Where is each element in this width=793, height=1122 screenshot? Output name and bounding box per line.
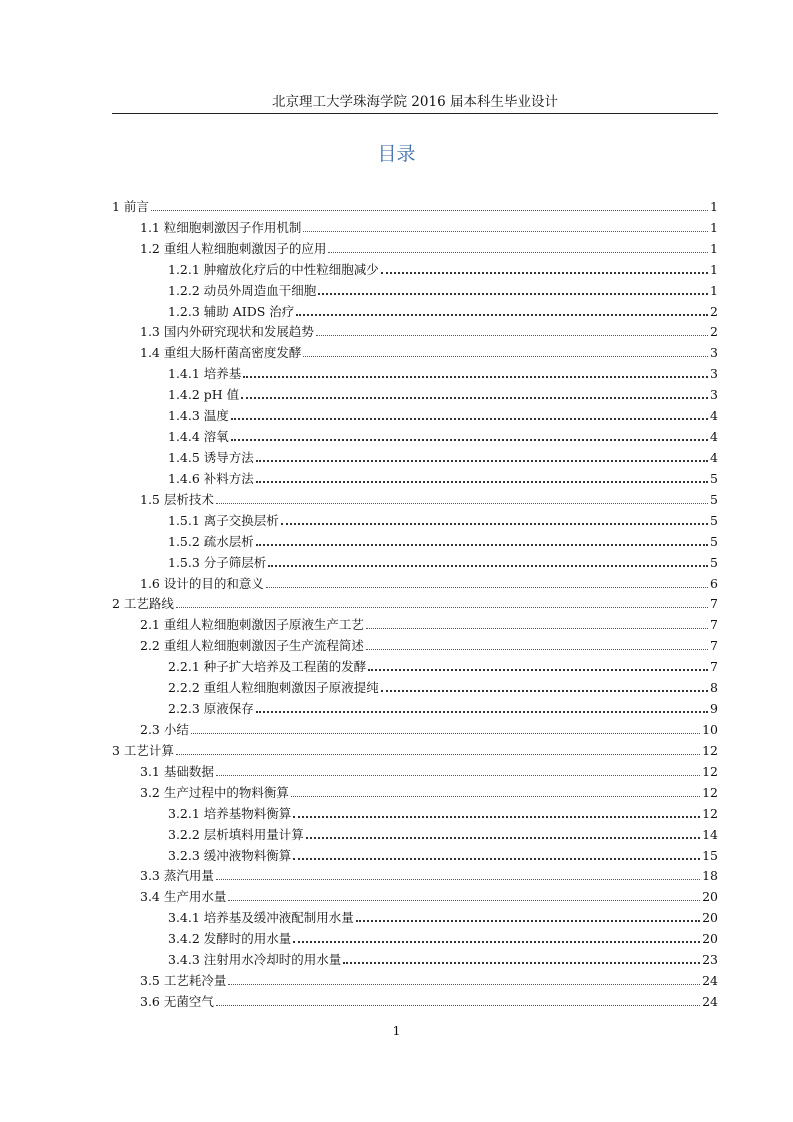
- toc-dot-leader: [381, 272, 708, 274]
- toc-dot-leader: [366, 628, 708, 629]
- toc-entry[interactable]: [112, 674, 718, 695]
- toc-entry[interactable]: [112, 925, 718, 946]
- toc-entry-page: 12: [702, 742, 718, 758]
- toc-entry[interactable]: [112, 653, 718, 674]
- toc-entry[interactable]: [112, 360, 718, 381]
- toc-dot-leader: [228, 900, 700, 901]
- toc-dot-leader: [291, 796, 700, 797]
- toc-dot-leader: [303, 231, 708, 232]
- toc-entry-page: 7: [710, 596, 718, 612]
- toc-entry[interactable]: [112, 883, 718, 904]
- toc-dot-leader: [318, 293, 708, 295]
- toc-entry-page: 15: [702, 847, 718, 863]
- toc-dot-leader: [368, 669, 708, 671]
- toc-dot-leader: [266, 587, 708, 588]
- toc-entry[interactable]: [112, 988, 718, 1009]
- toc-entry-label: 2.1 重组人粒细胞刺激因子原液生产工艺: [140, 617, 364, 633]
- toc-entry[interactable]: [112, 632, 718, 653]
- toc-entry-page: 4: [710, 449, 718, 465]
- toc-dot-leader: [343, 962, 700, 964]
- toc-entry-label: 1.4.1 培养基: [168, 366, 242, 382]
- toc-entry[interactable]: [112, 758, 718, 779]
- toc-entry-page: 7: [710, 617, 718, 633]
- toc-entry-page: 1: [710, 261, 718, 277]
- toc-dot-leader: [381, 690, 708, 692]
- toc-entry-label: 3 工艺计算: [112, 742, 174, 758]
- toc-entry-label: 1.4.4 溶氧: [168, 429, 229, 445]
- toc-entry[interactable]: [112, 319, 718, 340]
- toc-entry-label: 3.2 生产过程中的物料衡算: [140, 784, 289, 800]
- toc-entry-page: 7: [710, 638, 718, 654]
- toc-entry[interactable]: [112, 339, 718, 360]
- toc-entry-page: 1: [710, 240, 718, 256]
- toc-entry-label: 3.4.3 注射用水冷却时的用水量: [168, 952, 342, 968]
- toc-entry[interactable]: [112, 863, 718, 884]
- toc-entry-label: 1.2.2 动员外周造血干细胞: [168, 282, 317, 298]
- toc-entry-label: 3.2.1 培养基物料衡算: [168, 805, 292, 821]
- toc-dot-leader: [216, 775, 700, 776]
- toc-dot-leader: [231, 418, 708, 420]
- toc-entry-label: 2.2.3 原液保存: [168, 701, 254, 717]
- toc-dot-leader: [316, 335, 708, 336]
- toc-entry[interactable]: [112, 821, 718, 842]
- toc-entry-page: 3: [710, 345, 718, 361]
- toc-entry-label: 1.1 粒细胞刺激因子作用机制: [140, 219, 302, 235]
- toc-entry-page: 1: [710, 282, 718, 298]
- toc-entry-label: 3.1 基础数据: [140, 763, 214, 779]
- toc-entry-label: 1.3 国内外研究现状和发展趋势: [140, 324, 314, 340]
- toc-dot-leader: [303, 356, 708, 357]
- toc-entry-label: 3.4 生产用水量: [140, 889, 227, 905]
- toc-dot-leader: [241, 397, 708, 399]
- toc-dot-leader: [366, 649, 708, 650]
- toc-entry-label: 2 工艺路线: [112, 596, 174, 612]
- toc-dot-leader: [281, 523, 708, 525]
- toc-entry-page: 24: [702, 973, 718, 989]
- toc-entry-page: 5: [710, 470, 718, 486]
- toc-entry[interactable]: [112, 214, 718, 235]
- toc-entry-page: 10: [702, 721, 718, 737]
- toc-dot-leader: [328, 252, 708, 253]
- toc-entry-page: 12: [702, 805, 718, 821]
- toc-entry-label: 3.6 无菌空气: [140, 993, 214, 1009]
- toc-entry[interactable]: [112, 842, 718, 863]
- toc-entry-page: 24: [702, 993, 718, 1009]
- toc-entry-page: 20: [702, 931, 718, 947]
- toc-entry-label: 3.2.3 缓冲液物料衡算: [168, 847, 292, 863]
- toc-dot-leader: [293, 941, 700, 943]
- toc-entry[interactable]: [112, 591, 718, 612]
- toc-entry[interactable]: [112, 256, 718, 277]
- toc-entry-label: 1.4.2 pH 值: [168, 387, 240, 403]
- toc-entry-page: 4: [710, 429, 718, 445]
- toc-entry-page: 2: [710, 303, 718, 319]
- toc-entry[interactable]: [112, 444, 718, 465]
- toc-entry-page: 5: [710, 491, 718, 507]
- toc-dot-leader: [268, 565, 708, 567]
- toc-entry[interactable]: [112, 486, 718, 507]
- toc-dot-leader: [191, 733, 700, 734]
- page-title: 目录: [377, 143, 416, 165]
- toc-dot-leader: [256, 711, 708, 713]
- toc-entry-label: 3.4.1 培养基及缓冲液配制用水量: [168, 910, 354, 926]
- toc-entry-label: 1.5.3 分子筛层析: [168, 554, 267, 570]
- toc-entry-page: 20: [702, 889, 718, 905]
- toc-entry[interactable]: [112, 737, 718, 758]
- toc-entry-label: 3.4.2 发酵时的用水量: [168, 931, 292, 947]
- toc-entry-label: 2.2.2 重组人粒细胞刺激因子原液提纯: [168, 680, 379, 696]
- table-of-contents: [112, 193, 718, 1009]
- toc-entry-label: 1.4.5 诱导方法: [168, 449, 254, 465]
- toc-entry-page: 4: [710, 408, 718, 424]
- toc-entry[interactable]: [112, 967, 718, 988]
- toc-entry-label: 3.5 工艺耗冷量: [140, 973, 227, 989]
- toc-entry[interactable]: [112, 193, 718, 214]
- toc-entry-page: 9: [710, 701, 718, 717]
- toc-entry-page: 14: [702, 826, 718, 842]
- toc-dot-leader: [296, 314, 708, 316]
- toc-dot-leader: [228, 984, 700, 985]
- toc-entry[interactable]: [112, 235, 718, 256]
- toc-entry[interactable]: [112, 423, 718, 444]
- toc-entry[interactable]: [112, 507, 718, 528]
- toc-dot-leader: [293, 816, 700, 818]
- toc-entry-label: 1.2.3 辅助 AIDS 治疗: [168, 303, 295, 319]
- toc-entry[interactable]: [112, 277, 718, 298]
- toc-entry-label: 1.5.2 疏水层析: [168, 533, 254, 549]
- toc-entry-page: 5: [710, 533, 718, 549]
- toc-entry[interactable]: [112, 800, 718, 821]
- toc-entry-label: 2.3 小结: [140, 721, 189, 737]
- toc-dot-leader: [256, 481, 708, 483]
- toc-entry[interactable]: [112, 716, 718, 737]
- toc-entry-page: 12: [702, 763, 718, 779]
- toc-entry[interactable]: [112, 402, 718, 423]
- toc-entry-page: 7: [710, 659, 718, 675]
- toc-dot-leader: [243, 376, 708, 378]
- toc-entry[interactable]: [112, 695, 718, 716]
- toc-entry[interactable]: [112, 904, 718, 925]
- toc-entry-label: 1.5 层析技术: [140, 491, 214, 507]
- toc-entry[interactable]: [112, 298, 718, 319]
- toc-dot-leader: [151, 210, 708, 211]
- toc-dot-leader: [256, 460, 708, 462]
- running-header: 北京理工大学珠海学院 2016 届本科生毕业设计: [272, 94, 558, 110]
- toc-entry-label: 1.2 重组人粒细胞刺激因子的应用: [140, 240, 327, 256]
- toc-entry[interactable]: [112, 528, 718, 549]
- toc-entry[interactable]: [112, 611, 718, 632]
- toc-entry-page: 1: [710, 198, 718, 214]
- toc-entry-label: 1.4.6 补料方法: [168, 470, 254, 486]
- header-divider: [112, 113, 718, 114]
- toc-dot-leader: [356, 920, 700, 922]
- toc-entry[interactable]: [112, 779, 718, 800]
- toc-entry-label: 3.2.2 层析填料用量计算: [168, 826, 304, 842]
- toc-entry[interactable]: [112, 549, 718, 570]
- page-number: 1: [392, 1023, 401, 1038]
- toc-entry-page: 1: [710, 219, 718, 235]
- toc-entry-label: 1.6 设计的目的和意义: [140, 575, 264, 591]
- toc-entry-page: 20: [702, 910, 718, 926]
- toc-entry-page: 3: [710, 366, 718, 382]
- toc-entry-page: 8: [710, 680, 718, 696]
- toc-dot-leader: [306, 837, 700, 839]
- toc-entry-page: 6: [710, 575, 718, 591]
- toc-dot-leader: [216, 879, 700, 880]
- toc-dot-leader: [231, 439, 708, 441]
- toc-entry-page: 3: [710, 387, 718, 403]
- toc-entry-page: 12: [702, 784, 718, 800]
- toc-entry[interactable]: [112, 946, 718, 967]
- toc-dot-leader: [176, 754, 700, 755]
- toc-dot-leader: [256, 544, 708, 546]
- toc-entry-label: 1 前言: [112, 198, 149, 214]
- toc-dot-leader: [293, 858, 700, 860]
- toc-dot-leader: [216, 503, 708, 504]
- toc-entry-page: 5: [710, 512, 718, 528]
- toc-entry-label: 2.2 重组人粒细胞刺激因子生产流程简述: [140, 638, 364, 654]
- toc-entry-label: 2.2.1 种子扩大培养及工程菌的发酵: [168, 659, 367, 675]
- toc-entry-label: 1.5.1 离子交换层析: [168, 512, 279, 528]
- toc-dot-leader: [216, 1005, 700, 1006]
- toc-entry[interactable]: [112, 465, 718, 486]
- toc-entry-label: 1.2.1 肿瘤放化疗后的中性粒细胞减少: [168, 261, 379, 277]
- toc-entry-page: 18: [702, 868, 718, 884]
- toc-entry-page: 2: [710, 324, 718, 340]
- toc-entry-label: 1.4 重组大肠杆菌高密度发酵: [140, 345, 302, 361]
- toc-entry-page: 5: [710, 554, 718, 570]
- toc-entry-page: 23: [702, 952, 718, 968]
- toc-entry[interactable]: [112, 381, 718, 402]
- toc-entry[interactable]: [112, 570, 718, 591]
- toc-entry-label: 1.4.3 温度: [168, 408, 229, 424]
- toc-entry-label: 3.3 蒸汽用量: [140, 868, 214, 884]
- toc-dot-leader: [176, 607, 708, 608]
